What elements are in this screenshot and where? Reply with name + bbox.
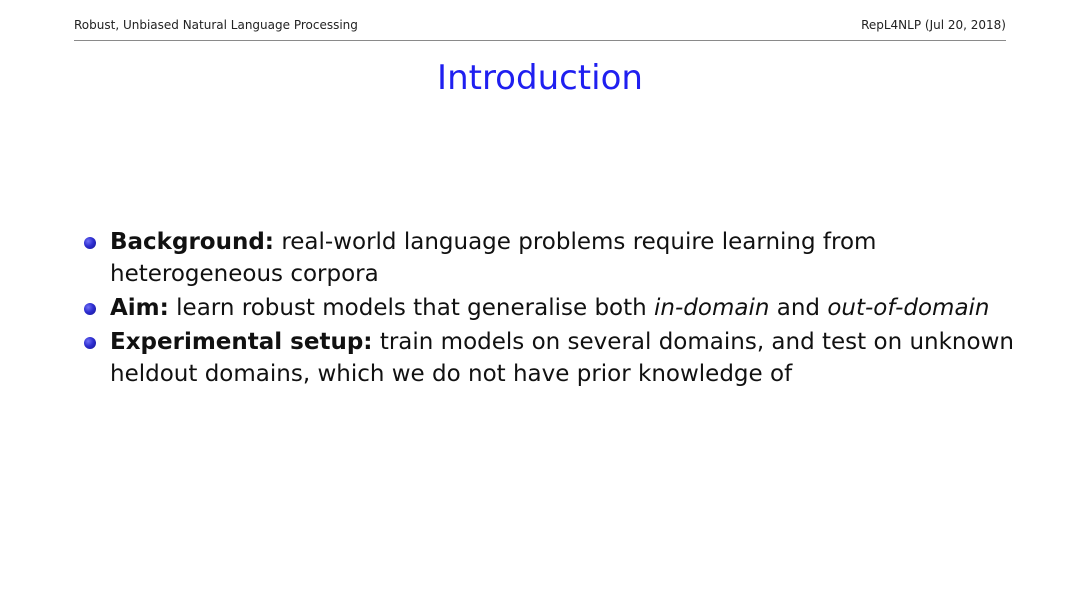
bullet-text: real-world language problems require learning from heterogeneous corpora	[110, 229, 877, 287]
emphasis-in-domain: in-domain	[654, 295, 770, 321]
bullet-experimental-setup	[80, 326, 1030, 390]
bullet-label: Background:	[110, 229, 274, 255]
bullet-text-middle: and	[776, 295, 821, 321]
bullet-aim	[80, 292, 1030, 324]
slide-header	[74, 12, 1006, 41]
bullet-label: Experimental setup:	[110, 329, 373, 355]
bullet-label: Aim:	[110, 295, 169, 321]
conference-date: RepL4NLP (Jul 20, 2018)	[861, 18, 1006, 32]
slide-title: Introduction	[437, 58, 643, 98]
emphasis-out-of-domain: out-of-domain	[827, 295, 990, 321]
bullet-text: learn robust models that generalise both	[176, 295, 647, 321]
bullet-background	[80, 226, 1030, 290]
bullet-marker-icon	[84, 237, 96, 249]
bullet-marker-icon	[84, 337, 96, 349]
bullet-text: train models on several domains, and test on unknown heldout domains, which we do not have prior knowledge of	[110, 329, 1014, 387]
bullet-list	[80, 226, 1030, 392]
presentation-title: Robust, Unbiased Natural Language Processing	[74, 18, 358, 32]
bullet-marker-icon	[84, 303, 96, 315]
